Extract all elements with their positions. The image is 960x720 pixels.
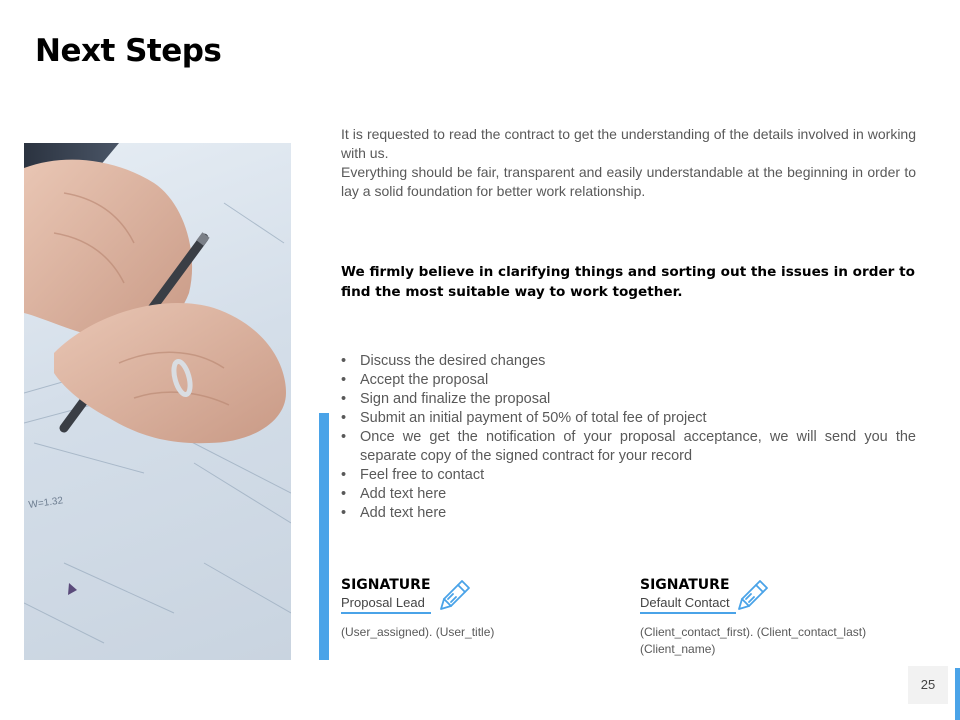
signature-names-line-1: (Client_contact_first). (Client_contact_last) (640, 625, 867, 639)
list-item: • Once we get the notification of your proposal acceptance, we will send you the separate copy of the signed contract for your record (341, 428, 916, 466)
list-item: • Sign and finalize the proposal (341, 390, 916, 409)
signature-names (640, 624, 920, 658)
pen-icon (438, 578, 472, 617)
slide-title: Next Steps (35, 33, 222, 69)
list-item: • Discuss the desired changes (341, 352, 916, 371)
list-item: • Submit an initial payment of 50% of total fee of project (341, 409, 916, 428)
signature-heading: SIGNATURE (341, 577, 431, 593)
page-accent-bar (955, 668, 960, 720)
drawing-label: W=1.32 (27, 495, 64, 511)
emphasis-statement: We firmly believe in clarifying things and sorting out the issues in order to find the most suitable way to work together. (341, 264, 915, 300)
photo-illustration (24, 143, 291, 660)
steps-list (341, 352, 916, 523)
intro-paragraph-1: It is requested to read the contract to get the understanding of the details involved in working with us. (341, 126, 916, 161)
signature-role: Proposal Lead (341, 594, 431, 614)
page-number: 25 (920, 677, 936, 692)
signature-names: (User_assigned). (User_title) (341, 625, 495, 639)
intro-text (341, 125, 916, 201)
list-item: • Add text here (341, 485, 916, 504)
signature-block-default-contact (640, 576, 920, 658)
signature-role: Default Contact (640, 594, 736, 614)
list-item: • Feel free to contact (341, 466, 916, 485)
accent-bar (319, 413, 329, 660)
hands-blueprint-photo (24, 143, 291, 660)
list-item: • Add text here (341, 504, 916, 523)
list-item: • Accept the proposal (341, 371, 916, 390)
intro-paragraph-2: Everything should be fair, transparent and easily understandable at the beginning in order to lay a solid foundation for better work relationship. (341, 164, 916, 199)
signature-names-line-2: (Client_name) (640, 642, 716, 656)
signature-heading: SIGNATURE (640, 577, 730, 593)
pen-icon (736, 578, 770, 617)
signature-block-proposal-lead (341, 576, 621, 641)
